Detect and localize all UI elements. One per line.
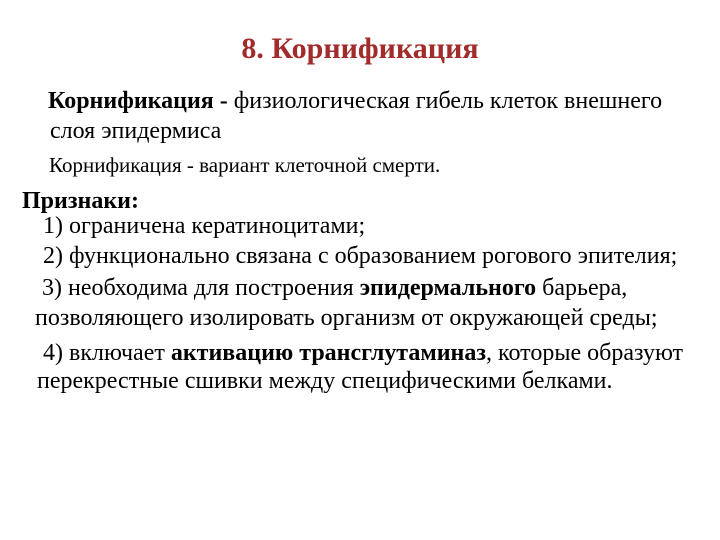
- text-run: перекрестные сшивки между специфическими белками.: [37, 368, 613, 394]
- text-run: 1) ограничена кератиноцитами;: [43, 213, 366, 239]
- list-item-4-line-1: [43, 341, 683, 365]
- bold-run: эпидермального: [359, 275, 537, 301]
- signs-heading: [22, 189, 139, 213]
- bold-run: Корнификация -: [48, 88, 234, 114]
- text-run: позволяющего изолировать организм от окружающей среды;: [35, 305, 658, 331]
- list-item-3-line-2: [35, 306, 658, 330]
- text-run: барьера,: [536, 275, 628, 301]
- text-run: Корнификация - вариант клеточной смерти.: [49, 153, 441, 177]
- intro-line-2: [50, 119, 221, 143]
- text-run: 3) необходима для построения: [42, 275, 360, 301]
- bold-run: активацию трансглутаминаз: [170, 340, 487, 366]
- definition-line: [49, 155, 440, 176]
- text-run: 4) включает: [43, 340, 171, 366]
- bold-run: Признаки:: [22, 188, 139, 214]
- list-item-4-line-2: [37, 369, 613, 393]
- text-run: 2) функционально связана с образованием рогового эпителия;: [43, 243, 678, 269]
- text-run: , которые образуют: [486, 340, 684, 366]
- text-run: слоя эпидермиса: [50, 118, 222, 144]
- intro-line-1: [48, 89, 662, 113]
- slide-title: 8. Корнификация: [241, 32, 479, 65]
- list-item-2: [43, 244, 677, 268]
- list-item-1: [43, 214, 365, 238]
- text-run: физиологическая гибель клеток внешнего: [233, 88, 663, 114]
- list-item-3-line-1: [42, 276, 627, 300]
